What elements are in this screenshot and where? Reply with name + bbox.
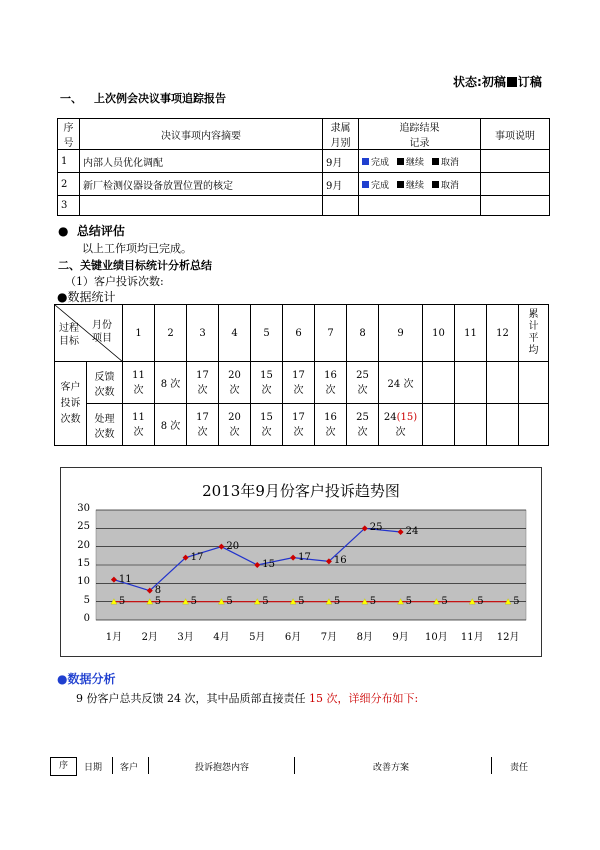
value-cell: 17 次 xyxy=(187,404,219,446)
data-label: 11 xyxy=(118,573,132,585)
checkbox-cancel[interactable]: 取消 xyxy=(432,158,459,168)
table-row xyxy=(58,196,550,216)
final-label: 订稿 xyxy=(517,75,542,89)
stats-heading xyxy=(57,288,116,305)
chart-frame xyxy=(60,467,542,657)
value-cell xyxy=(487,362,519,404)
corner-cell xyxy=(55,305,123,362)
group-label: 客户 投诉 次数 xyxy=(55,362,87,446)
data-label: 5 xyxy=(118,595,126,607)
checkbox-continue[interactable]: 继续 xyxy=(397,181,424,191)
x-tick-label: 8月 xyxy=(356,632,373,643)
y-tick-label: 30 xyxy=(77,503,90,514)
data-label: 25 xyxy=(369,522,383,534)
month-header: 3 xyxy=(187,305,219,362)
y-tick-label: 0 xyxy=(83,613,90,624)
value-cell: 24(15) 次 xyxy=(379,404,423,446)
x-tick-label: 10月 xyxy=(425,632,448,643)
data-label: 5 xyxy=(262,595,269,607)
resolution-tracking-table xyxy=(57,118,550,216)
avg-cell xyxy=(519,404,549,446)
row-month xyxy=(323,196,359,216)
checkbox-complete[interactable]: 完成 xyxy=(362,158,389,168)
section2-subtitle: （1）客户投诉次数: xyxy=(65,275,164,288)
value-cell: 11 次 xyxy=(123,362,155,404)
month-header: 4 xyxy=(219,305,251,362)
analysis-heading xyxy=(57,670,116,687)
value-cell: 8 次 xyxy=(155,362,187,404)
divider xyxy=(294,757,295,774)
value-cell: 24 次 xyxy=(379,362,423,404)
draft-label: 初稿 xyxy=(481,75,506,89)
y-tick-label: 20 xyxy=(77,539,90,551)
data-label: 15 xyxy=(262,559,275,570)
y-tick-label: 10 xyxy=(77,576,90,588)
value-cell: 25 次 xyxy=(347,404,379,446)
table-row xyxy=(55,362,549,404)
value-cell xyxy=(423,404,455,446)
handled-extra: (15) xyxy=(396,411,418,423)
header-content: 决议事项内容摘要 xyxy=(80,119,323,150)
value-cell: 20 次 xyxy=(219,362,251,404)
status-line xyxy=(453,73,542,90)
checkbox-checked-icon xyxy=(507,77,517,87)
value-cell: 16 次 xyxy=(315,362,347,404)
section1-title: 上次例会决议事项追踪报告 xyxy=(94,92,226,105)
table-row xyxy=(58,150,550,173)
footer-col-improvement: 改善方案 xyxy=(373,763,410,773)
row-result xyxy=(359,150,481,173)
section2-title: 二、关键业绩目标统计分析总结 xyxy=(58,259,212,272)
chart-title: 2013年9月份客户投诉趋势图 xyxy=(202,482,400,500)
row-month: 9月 xyxy=(323,150,359,173)
row-seq: 3 xyxy=(58,196,80,216)
x-tick-label: 4月 xyxy=(213,632,230,643)
value-cell: 20 次 xyxy=(219,404,251,446)
analysis-title: 数据分析 xyxy=(67,672,116,686)
summary-text: 以上工作项均已完成。 xyxy=(82,242,192,255)
checkbox-continue[interactable]: 继续 xyxy=(397,158,424,168)
table-row xyxy=(55,404,549,446)
checkbox-icon xyxy=(432,158,439,165)
divider xyxy=(491,757,492,774)
value-cell xyxy=(423,362,455,404)
x-tick-label: 11月 xyxy=(460,632,484,643)
row-label: 反馈 次数 xyxy=(87,362,123,404)
month-header: 11 xyxy=(455,305,487,362)
footer-col-complaint: 投诉抱怨内容 xyxy=(195,763,250,773)
checkbox-complete[interactable]: 完成 xyxy=(362,181,389,191)
x-tick-label: 12月 xyxy=(496,632,520,643)
complaint-stats-table xyxy=(54,304,549,446)
x-tick-label: 2月 xyxy=(141,632,158,643)
value-cell: 8 次 xyxy=(155,404,187,446)
footer-col-customer: 客户 xyxy=(120,763,139,773)
row-note xyxy=(481,173,550,196)
month-header: 9 xyxy=(379,305,423,362)
value-cell: 17 次 xyxy=(187,362,219,404)
value-cell xyxy=(487,404,519,446)
data-label: 5 xyxy=(369,595,377,607)
value-cell: 15 次 xyxy=(251,362,283,404)
bullet-icon: ● xyxy=(57,290,68,304)
data-label: 5 xyxy=(154,595,162,607)
corner-month-label: 月份 项目 xyxy=(92,320,112,344)
data-label: 5 xyxy=(298,595,305,607)
data-label: 5 xyxy=(333,595,341,607)
bullet-icon: ● xyxy=(57,672,68,686)
row-content xyxy=(80,196,323,216)
row-content: 内部人员优化调配 xyxy=(80,150,323,173)
value-cell: 25 次 xyxy=(347,362,379,404)
footer-col-responsibility: 责任 xyxy=(510,763,529,773)
row-month: 9月 xyxy=(323,173,359,196)
analysis-text-prefix: 9 份客户总共反馈 24 次，其中品质部直接责任 xyxy=(76,692,309,705)
corner-process-label: 过程 目标 xyxy=(59,323,79,347)
status-label: 状态: xyxy=(453,75,482,89)
y-tick-label: 5 xyxy=(83,594,90,606)
data-label: 8 xyxy=(154,584,162,596)
month-header: 8 xyxy=(347,305,379,362)
data-label: 24 xyxy=(405,526,419,537)
row-seq: 2 xyxy=(58,173,80,196)
value-cell: 17 次 xyxy=(283,404,315,446)
x-tick-label: 3月 xyxy=(177,632,194,643)
data-label: 17 xyxy=(298,551,311,563)
chart-labels xyxy=(61,468,541,656)
analysis-text-highlight: 15 次 xyxy=(308,692,338,705)
month-header: 7 xyxy=(315,305,347,362)
footer-col-seq: 序 xyxy=(50,757,77,776)
analysis-text xyxy=(76,690,418,706)
footer-col-date: 日期 xyxy=(84,763,103,773)
row-content: 新厂检测仪器设备放置位置的核定 xyxy=(80,173,323,196)
bullet-icon: ● xyxy=(58,224,69,238)
checkbox-icon xyxy=(397,181,404,188)
month-header: 5 xyxy=(251,305,283,362)
value-cell xyxy=(455,362,487,404)
row-seq: 1 xyxy=(58,150,80,173)
data-label: 20 xyxy=(226,540,240,552)
data-label: 17 xyxy=(190,551,204,563)
month-header: 6 xyxy=(283,305,315,362)
value-cell: 11 次 xyxy=(123,404,155,446)
header-month: 隶属 月别 xyxy=(323,119,359,150)
header-note: 事项说明 xyxy=(481,119,550,150)
checkbox-checked-icon xyxy=(362,158,369,165)
header-result: 追踪结果 记录 xyxy=(359,119,481,150)
value-cell: 17 次 xyxy=(283,362,315,404)
row-note xyxy=(481,150,550,173)
data-label: 5 xyxy=(190,595,197,607)
row-result xyxy=(359,196,481,216)
value-cell xyxy=(455,404,487,446)
x-tick-label: 1月 xyxy=(105,632,123,643)
detail-table-header xyxy=(50,757,550,775)
month-header: 2 xyxy=(155,305,187,362)
checkbox-cancel[interactable]: 取消 xyxy=(432,181,459,191)
data-label: 5 xyxy=(226,595,233,607)
y-tick-label: 15 xyxy=(77,558,90,569)
y-tick-label: 25 xyxy=(77,521,90,533)
x-tick-label: 5月 xyxy=(249,632,266,643)
avg-cell xyxy=(519,362,549,404)
month-header: 1 xyxy=(123,305,155,362)
data-label: 5 xyxy=(441,595,448,607)
value-cell: 16 次 xyxy=(315,404,347,446)
divider xyxy=(148,757,149,774)
row-label: 处理 次数 xyxy=(87,404,123,446)
summary-heading xyxy=(58,222,125,239)
data-label: 16 xyxy=(333,555,347,567)
divider xyxy=(112,757,113,774)
analysis-text-suffix: ，详细分布如下: xyxy=(337,692,419,705)
checkbox-icon xyxy=(432,181,439,188)
x-tick-label: 9月 xyxy=(392,632,409,643)
row-result xyxy=(359,173,481,196)
x-tick-label: 6月 xyxy=(284,632,302,643)
x-tick-label: 7月 xyxy=(320,632,338,643)
row-note xyxy=(481,196,550,216)
stats-title: 数据统计 xyxy=(67,290,116,304)
checkbox-checked-icon xyxy=(362,181,369,188)
summary-title: 总结评估 xyxy=(76,224,125,238)
month-header: 12 xyxy=(487,305,519,362)
month-header: 10 xyxy=(423,305,455,362)
avg-header: 累 计 平 均 xyxy=(519,305,549,362)
data-label: 5 xyxy=(405,595,412,607)
section1-number: 一、 xyxy=(60,92,82,105)
checkbox-icon xyxy=(397,158,404,165)
header-seq: 序 号 xyxy=(58,119,80,150)
table-row xyxy=(58,173,550,196)
data-label: 5 xyxy=(477,595,484,607)
data-label: 5 xyxy=(513,595,520,607)
value-cell: 15 次 xyxy=(251,404,283,446)
